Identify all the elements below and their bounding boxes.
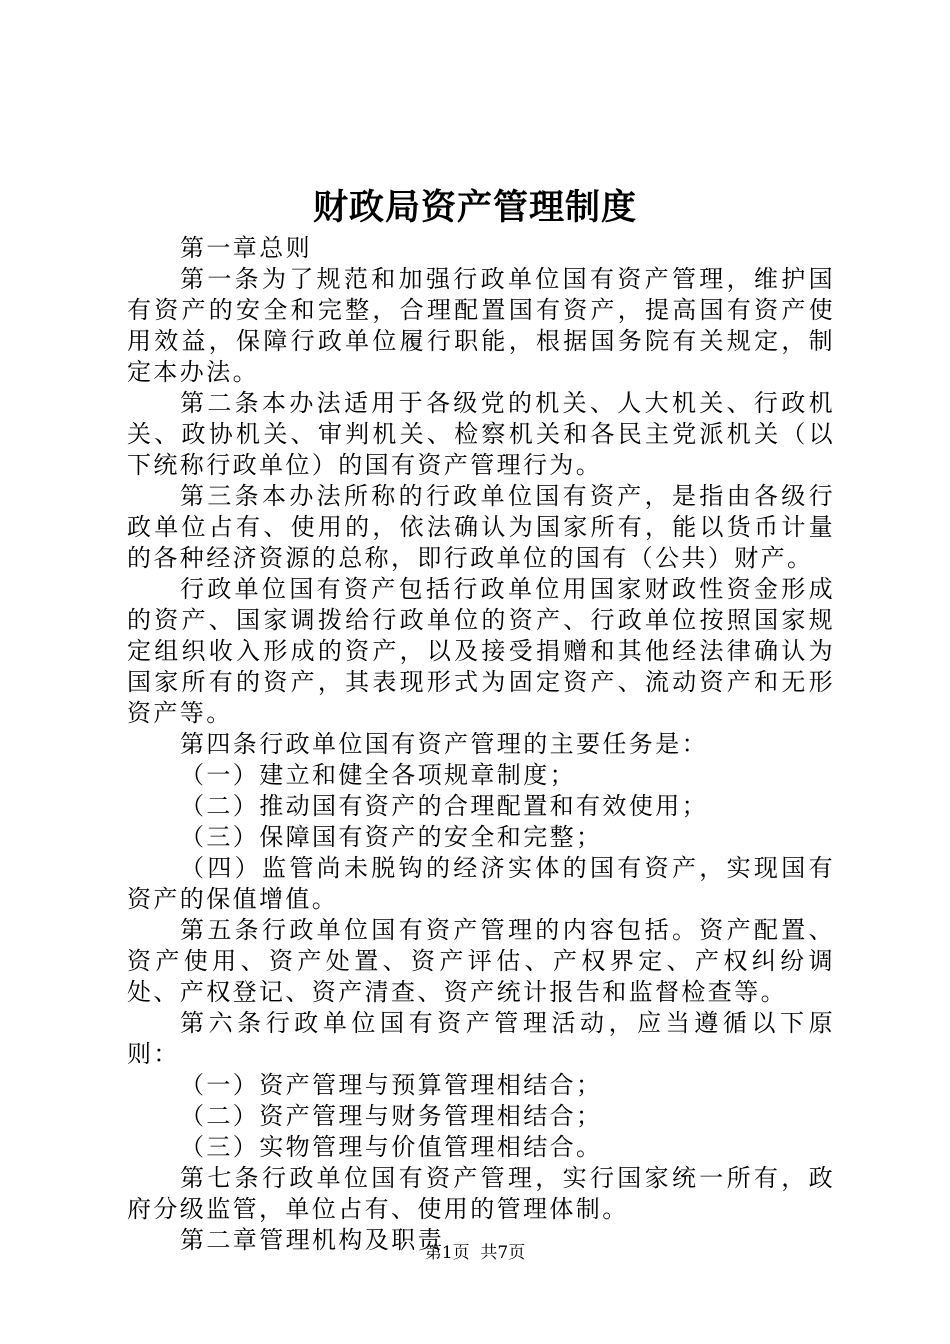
list-item: （二）推动国有资产的合理配置和有效使用； <box>180 792 708 820</box>
article-paragraph: 第五条行政单位国有资产管理的内容包括。资产配置、资产使用、资产处置、资产评估、产权界定、产权纠纷调处、产权登记、资产清查、资产统计报告和监督检查等。 <box>127 916 835 1006</box>
list-item: （四）监管尚未脱钩的经济实体的国有资产，实现国有资产的保值增值。 <box>127 854 835 913</box>
list-item: （一）建立和健全各项规章制度； <box>180 761 576 789</box>
list-item: （一）资产管理与预算管理相结合； <box>180 1071 603 1099</box>
page-number: 第1页 <box>424 1243 470 1263</box>
chapter-heading: 第二章管理机构及职责 <box>180 1226 444 1254</box>
document-title: 财政局资产管理制度 <box>312 187 637 228</box>
list-item: （三）保障国有资产的安全和完整； <box>180 823 603 851</box>
article-paragraph: 第七条行政单位国有资产管理，实行国家统一所有，政府分级监管，单位占有、使用的管理体制。 <box>127 1164 835 1223</box>
list-item: （三）实物管理与价值管理相结合。 <box>180 1133 603 1161</box>
article-paragraph: 第二条本办法适用于各级党的机关、人大机关、行政机关、政协机关、审判机关、检察机关和各民主党派机关（以下统称行政单位）的国有资产管理行为。 <box>127 389 835 479</box>
article-paragraph: 第三条本办法所称的行政单位国有资产，是指由各级行政单位占有、使用的，依法确认为国家所有，能以货币计量的各种经济资源的总称，即行政单位的国有（公共）财产。 <box>127 482 835 572</box>
page-footer <box>0 1241 950 1265</box>
article-paragraph: 第六条行政单位国有资产管理活动，应当遵循以下原则： <box>127 1009 835 1068</box>
page-total: 共7页 <box>480 1243 526 1263</box>
article-paragraph: 第四条行政单位国有资产管理的主要任务是： <box>180 730 708 758</box>
chapter-heading: 第一章总则 <box>180 234 312 262</box>
article-paragraph: 行政单位国有资产包括行政单位用国家财政性资金形成的资产、国家调拨给行政单位的资产、行政单位按照国家规定组织收入形成的资产，以及接受捐赠和其他经法律确认为国家所有的资产，其表现形式为固定资产、流动资产和无形资产等。 <box>127 575 835 727</box>
document-body <box>127 233 835 1256</box>
list-item: （二）资产管理与财务管理相结合； <box>180 1102 603 1130</box>
article-paragraph: 第一条为了规范和加强行政单位国有资产管理，维护国有资产的安全和完整，合理配置国有资产，提高国有资产使用效益，保障行政单位履行职能，根据国务院有关规定，制定本办法。 <box>127 265 835 386</box>
